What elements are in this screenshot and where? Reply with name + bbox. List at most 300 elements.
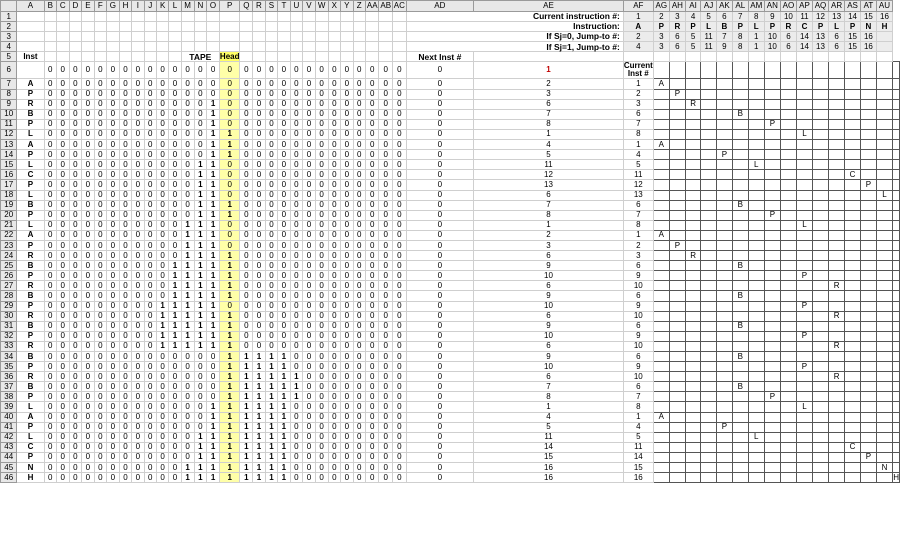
cell[interactable] <box>144 12 156 22</box>
instruction-cell-3-9[interactable]: 6 <box>780 42 796 52</box>
tape-left-20-6[interactable]: 0 <box>119 210 132 220</box>
tape-right-35-1[interactable]: 1 <box>253 362 266 372</box>
tape-left-44-8[interactable]: 0 <box>144 452 156 462</box>
cell[interactable] <box>94 32 106 42</box>
marker-42-36[interactable] <box>716 432 732 442</box>
next-inst-11[interactable]: 8 <box>474 119 624 129</box>
marker-11-35[interactable] <box>701 119 717 129</box>
tape-left-35-1[interactable]: 0 <box>56 362 69 372</box>
tape-right-11-10[interactable]: 0 <box>365 119 379 129</box>
tape-right-11-3[interactable]: 0 <box>278 119 290 129</box>
cell[interactable] <box>253 42 266 52</box>
tape-left-27-8[interactable]: 0 <box>144 281 156 291</box>
current-inst-38[interactable]: 7 <box>623 392 653 402</box>
tape-left-46-10[interactable]: 0 <box>169 473 181 483</box>
tape-left-30-3[interactable]: 0 <box>82 311 94 321</box>
next-inst-39[interactable]: 1 <box>474 402 624 412</box>
tape-right-29-3[interactable]: 0 <box>278 301 290 311</box>
marker-17-34[interactable] <box>685 180 700 190</box>
marker-25-34[interactable] <box>685 261 700 271</box>
instruction-cell-0-5[interactable]: 6 <box>716 12 732 22</box>
marker-26-43[interactable] <box>829 271 845 281</box>
marker-16-42[interactable] <box>812 170 828 180</box>
tape-left-12-13[interactable]: 1 <box>207 129 220 139</box>
cell[interactable] <box>219 42 240 52</box>
tape-right-39-8[interactable]: 0 <box>341 402 353 412</box>
marker-21-40[interactable] <box>780 220 796 230</box>
tape-right-36-1[interactable]: 1 <box>253 372 266 382</box>
tape-left-41-0[interactable]: 0 <box>44 422 56 432</box>
marker-42-38[interactable]: L <box>748 432 764 442</box>
cell[interactable] <box>207 32 220 42</box>
tape-left-45-4[interactable]: 0 <box>94 463 106 473</box>
inst-cell-22[interactable]: A <box>17 230 44 240</box>
current-inst-33[interactable]: 10 <box>623 341 653 351</box>
marker-37-46[interactable] <box>876 382 892 392</box>
marker-37-45[interactable] <box>861 382 877 392</box>
tape-left-34-5[interactable]: 0 <box>107 352 120 362</box>
tape-right-38-13[interactable]: 0 <box>406 392 473 402</box>
tape-right-36-2[interactable]: 1 <box>265 372 277 382</box>
marker-40-32[interactable]: A <box>653 412 669 422</box>
tape-left-46-11[interactable]: 1 <box>181 473 194 483</box>
marker-27-47[interactable] <box>893 281 900 291</box>
marker-36-43[interactable]: R <box>829 372 845 382</box>
marker-6-36[interactable] <box>716 62 732 79</box>
tape-right-34-6[interactable]: 0 <box>315 352 328 362</box>
tape-left-19-9[interactable]: 0 <box>156 200 168 210</box>
tape-left-15-7[interactable]: 0 <box>132 160 144 170</box>
tape-left-11-13[interactable]: 1 <box>207 119 220 129</box>
tape-left-13-13[interactable]: 1 <box>207 140 220 150</box>
inst-cell-46[interactable]: H <box>17 473 44 483</box>
marker-8-41[interactable] <box>797 89 813 99</box>
tape-left-35-4[interactable]: 0 <box>94 362 106 372</box>
tape-head-35[interactable]: 1 <box>219 362 240 372</box>
marker-12-38[interactable] <box>748 129 764 139</box>
tape-left-44-4[interactable]: 0 <box>94 452 106 462</box>
tape-right-41-8[interactable]: 0 <box>341 422 353 432</box>
tape-left-43-12[interactable]: 1 <box>194 442 207 452</box>
tape-right-15-10[interactable]: 0 <box>365 160 379 170</box>
tape-head-12[interactable]: 1 <box>219 129 240 139</box>
marker-10-44[interactable] <box>845 109 861 119</box>
tape-right-32-2[interactable]: 0 <box>265 331 277 341</box>
tape-left-27-9[interactable]: 0 <box>156 281 168 291</box>
tape-right-40-5[interactable]: 0 <box>303 412 315 422</box>
tape-head-20[interactable]: 1 <box>219 210 240 220</box>
next-inst-26[interactable]: 10 <box>474 271 624 281</box>
tape-left-26-7[interactable]: 0 <box>132 271 144 281</box>
marker-17-46[interactable] <box>876 180 892 190</box>
marker-11-39[interactable]: P <box>764 119 780 129</box>
tape-right-12-8[interactable]: 0 <box>341 129 353 139</box>
tape-right-21-3[interactable]: 0 <box>278 220 290 230</box>
tape-head-25[interactable]: 1 <box>219 261 240 271</box>
row-header-30[interactable]: 30 <box>1 311 17 321</box>
tape-right-41-11[interactable]: 0 <box>379 422 393 432</box>
marker-21-47[interactable] <box>893 220 900 230</box>
instruction-cell-3-3[interactable]: 5 <box>685 42 700 52</box>
tape-right-22-13[interactable]: 0 <box>406 230 473 240</box>
cell[interactable] <box>207 22 220 32</box>
marker-35-47[interactable] <box>893 362 900 372</box>
tape-right-33-0[interactable]: 0 <box>240 341 253 351</box>
marker-15-35[interactable] <box>701 160 717 170</box>
marker-39-38[interactable] <box>748 402 764 412</box>
instruction-cell-2-2[interactable]: 6 <box>669 32 685 42</box>
marker-42-46[interactable] <box>876 432 892 442</box>
tape-left-20-8[interactable]: 0 <box>144 210 156 220</box>
tape-left-41-9[interactable]: 0 <box>156 422 168 432</box>
cell[interactable] <box>119 42 132 52</box>
tape-right-29-6[interactable]: 0 <box>315 301 328 311</box>
marker-18-32[interactable] <box>653 190 669 200</box>
marker-7-47[interactable] <box>893 79 900 89</box>
marker-41-41[interactable] <box>797 422 813 432</box>
tape-right-6-11[interactable]: 0 <box>379 62 393 79</box>
column-header-J[interactable]: J <box>144 1 156 12</box>
tape-left-17-6[interactable]: 0 <box>119 180 132 190</box>
tape-left-18-7[interactable]: 0 <box>132 190 144 200</box>
cell[interactable] <box>265 12 277 22</box>
tape-left-23-5[interactable]: 0 <box>107 240 120 250</box>
tape-right-30-12[interactable]: 0 <box>393 311 407 321</box>
tape-left-20-4[interactable]: 0 <box>94 210 106 220</box>
column-header-I[interactable]: I <box>132 1 144 12</box>
tape-left-20-12[interactable]: 1 <box>194 210 207 220</box>
next-inst-46[interactable]: 16 <box>474 473 624 483</box>
tape-left-32-10[interactable]: 1 <box>169 331 181 341</box>
tape-right-37-11[interactable]: 0 <box>379 382 393 392</box>
tape-left-17-8[interactable]: 0 <box>144 180 156 190</box>
next-inst-43[interactable]: 14 <box>474 442 624 452</box>
tape-right-32-13[interactable]: 0 <box>406 331 473 341</box>
tape-left-39-1[interactable]: 0 <box>56 402 69 412</box>
marker-13-42[interactable] <box>812 140 828 150</box>
cell[interactable] <box>353 52 365 62</box>
marker-20-35[interactable] <box>701 210 717 220</box>
tape-left-44-0[interactable]: 0 <box>44 452 56 462</box>
tape-left-9-7[interactable]: 0 <box>132 99 144 109</box>
marker-15-39[interactable] <box>764 160 780 170</box>
column-header-N[interactable]: N <box>194 1 207 12</box>
tape-left-12-9[interactable]: 0 <box>156 129 168 139</box>
tape-left-10-2[interactable]: 0 <box>69 109 82 119</box>
marker-13-46[interactable] <box>876 140 892 150</box>
cell[interactable] <box>144 22 156 32</box>
cell[interactable] <box>303 22 315 32</box>
instruction-cell-3-4[interactable]: 11 <box>701 42 717 52</box>
tape-right-8-2[interactable]: 0 <box>265 89 277 99</box>
cell[interactable] <box>393 22 407 32</box>
tape-right-20-4[interactable]: 0 <box>290 210 303 220</box>
tape-right-27-9[interactable]: 0 <box>353 281 365 291</box>
marker-34-41[interactable] <box>797 352 813 362</box>
tape-right-45-9[interactable]: 0 <box>353 463 365 473</box>
column-header-AI[interactable]: AI <box>685 1 700 12</box>
marker-16-44[interactable]: C <box>845 170 861 180</box>
column-header-O[interactable]: O <box>207 1 220 12</box>
tape-left-24-2[interactable]: 0 <box>69 251 82 261</box>
tape-left-33-5[interactable]: 0 <box>107 341 120 351</box>
tape-left-21-11[interactable]: 1 <box>181 220 194 230</box>
tape-right-13-1[interactable]: 0 <box>253 140 266 150</box>
tape-right-9-8[interactable]: 0 <box>341 99 353 109</box>
marker-34-34[interactable] <box>685 352 700 362</box>
marker-31-37[interactable]: B <box>732 321 748 331</box>
tape-right-45-8[interactable]: 0 <box>341 463 353 473</box>
tape-left-30-13[interactable]: 1 <box>207 311 220 321</box>
tape-right-44-1[interactable]: 1 <box>253 452 266 462</box>
tape-left-27-4[interactable]: 0 <box>94 281 106 291</box>
cell[interactable] <box>194 22 207 32</box>
tape-right-6-1[interactable]: 0 <box>253 62 266 79</box>
marker-15-46[interactable] <box>876 160 892 170</box>
tape-right-46-5[interactable]: 0 <box>303 473 315 483</box>
tape-left-7-2[interactable]: 0 <box>69 79 82 89</box>
tape-left-7-4[interactable]: 0 <box>94 79 106 89</box>
tape-left-25-11[interactable]: 1 <box>181 261 194 271</box>
tape-left-38-12[interactable]: 0 <box>194 392 207 402</box>
tape-left-45-8[interactable]: 0 <box>144 463 156 473</box>
tape-right-27-13[interactable]: 0 <box>406 281 473 291</box>
tape-right-38-12[interactable]: 0 <box>393 392 407 402</box>
tape-right-24-5[interactable]: 0 <box>303 251 315 261</box>
tape-right-15-12[interactable]: 0 <box>393 160 407 170</box>
tape-right-11-6[interactable]: 0 <box>315 119 328 129</box>
tape-right-6-0[interactable]: 0 <box>240 62 253 79</box>
tape-left-7-13[interactable]: 0 <box>207 79 220 89</box>
row-header-42[interactable]: 42 <box>1 432 17 442</box>
inst-cell-9[interactable]: R <box>17 99 44 109</box>
tape-right-23-0[interactable]: 0 <box>240 240 253 250</box>
marker-20-42[interactable] <box>812 210 828 220</box>
current-inst-36[interactable]: 10 <box>623 372 653 382</box>
tape-right-9-0[interactable]: 0 <box>240 99 253 109</box>
tape-left-17-9[interactable]: 0 <box>156 180 168 190</box>
tape-left-37-10[interactable]: 0 <box>169 382 181 392</box>
marker-33-33[interactable] <box>669 341 685 351</box>
tape-left-37-7[interactable]: 0 <box>132 382 144 392</box>
marker-7-42[interactable] <box>812 79 828 89</box>
marker-13-44[interactable] <box>845 140 861 150</box>
marker-11-36[interactable] <box>716 119 732 129</box>
tape-left-34-1[interactable]: 0 <box>56 352 69 362</box>
cell[interactable] <box>144 32 156 42</box>
tape-right-41-6[interactable]: 0 <box>315 422 328 432</box>
tape-left-25-12[interactable]: 1 <box>194 261 207 271</box>
marker-16-47[interactable] <box>893 170 900 180</box>
marker-46-44[interactable] <box>845 473 861 483</box>
marker-23-37[interactable] <box>732 240 748 250</box>
marker-24-42[interactable] <box>812 251 828 261</box>
tape-right-46-10[interactable]: 0 <box>365 473 379 483</box>
tape-right-33-13[interactable]: 0 <box>406 341 473 351</box>
tape-left-6-11[interactable]: 0 <box>181 62 194 79</box>
tape-right-22-5[interactable]: 0 <box>303 230 315 240</box>
tape-right-44-13[interactable]: 0 <box>406 452 473 462</box>
tape-left-39-10[interactable]: 0 <box>169 402 181 412</box>
tape-right-13-11[interactable]: 0 <box>379 140 393 150</box>
tape-left-29-3[interactable]: 0 <box>82 301 94 311</box>
cell[interactable] <box>119 32 132 42</box>
marker-10-36[interactable] <box>716 109 732 119</box>
marker-21-38[interactable] <box>748 220 764 230</box>
tape-right-28-11[interactable]: 0 <box>379 291 393 301</box>
marker-22-38[interactable] <box>748 230 764 240</box>
tape-left-7-5[interactable]: 0 <box>107 79 120 89</box>
current-inst-25[interactable]: 6 <box>623 261 653 271</box>
tape-left-33-7[interactable]: 0 <box>132 341 144 351</box>
cell[interactable] <box>17 22 44 32</box>
instruction-cell-0-6[interactable]: 7 <box>732 12 748 22</box>
marker-13-32[interactable]: A <box>653 140 669 150</box>
cell[interactable] <box>240 42 253 52</box>
marker-29-40[interactable] <box>780 301 796 311</box>
current-inst-12[interactable]: 8 <box>623 129 653 139</box>
tape-left-14-6[interactable]: 0 <box>119 150 132 160</box>
inst-cell-36[interactable]: R <box>17 372 44 382</box>
next-inst-30[interactable]: 6 <box>474 311 624 321</box>
tape-right-34-5[interactable]: 0 <box>303 352 315 362</box>
marker-12-35[interactable] <box>701 129 717 139</box>
tape-right-15-3[interactable]: 0 <box>278 160 290 170</box>
tape-left-33-10[interactable]: 1 <box>169 341 181 351</box>
tape-left-20-10[interactable]: 0 <box>169 210 181 220</box>
tape-right-40-12[interactable]: 0 <box>393 412 407 422</box>
marker-10-32[interactable] <box>653 109 669 119</box>
tape-right-8-1[interactable]: 0 <box>253 89 266 99</box>
tape-right-22-12[interactable]: 0 <box>393 230 407 240</box>
inst-cell-13[interactable]: A <box>17 140 44 150</box>
marker-45-34[interactable] <box>685 463 700 473</box>
tape-left-23-4[interactable]: 0 <box>94 240 106 250</box>
tape-left-32-1[interactable]: 0 <box>56 331 69 341</box>
marker-31-45[interactable] <box>861 321 877 331</box>
tape-right-43-6[interactable]: 0 <box>315 442 328 452</box>
tape-right-19-13[interactable]: 0 <box>406 200 473 210</box>
tape-left-34-8[interactable]: 0 <box>144 352 156 362</box>
cell[interactable] <box>812 52 828 62</box>
marker-29-33[interactable] <box>669 301 685 311</box>
inst-cell-21[interactable]: L <box>17 220 44 230</box>
instruction-cell-0-15[interactable]: 16 <box>876 12 892 22</box>
marker-32-35[interactable] <box>701 331 717 341</box>
tape-right-7-10[interactable]: 0 <box>365 79 379 89</box>
next-inst-9[interactable]: 6 <box>474 99 624 109</box>
tape-head-10[interactable]: 0 <box>219 109 240 119</box>
tape-right-12-11[interactable]: 0 <box>379 129 393 139</box>
marker-18-47[interactable] <box>893 190 900 200</box>
tape-left-10-3[interactable]: 0 <box>82 109 94 119</box>
tape-left-6-8[interactable]: 0 <box>144 62 156 79</box>
tape-left-37-5[interactable]: 0 <box>107 382 120 392</box>
tape-right-18-12[interactable]: 0 <box>393 190 407 200</box>
marker-12-33[interactable] <box>669 129 685 139</box>
tape-right-23-2[interactable]: 0 <box>265 240 277 250</box>
marker-6-33[interactable] <box>669 62 685 79</box>
tape-right-40-6[interactable]: 0 <box>315 412 328 422</box>
tape-left-20-1[interactable]: 0 <box>56 210 69 220</box>
marker-23-41[interactable] <box>797 240 813 250</box>
marker-37-35[interactable] <box>701 382 717 392</box>
tape-left-8-13[interactable]: 0 <box>207 89 220 99</box>
marker-46-46[interactable] <box>876 473 892 483</box>
marker-7-46[interactable] <box>876 79 892 89</box>
marker-7-32[interactable]: A <box>653 79 669 89</box>
tape-left-13-5[interactable]: 0 <box>107 140 120 150</box>
tape-head-11[interactable]: 0 <box>219 119 240 129</box>
marker-33-43[interactable]: R <box>829 341 845 351</box>
marker-45-32[interactable] <box>653 463 669 473</box>
tape-right-45-5[interactable]: 0 <box>303 463 315 473</box>
tape-right-8-0[interactable]: 0 <box>240 89 253 99</box>
marker-40-33[interactable] <box>669 412 685 422</box>
marker-30-36[interactable] <box>716 311 732 321</box>
tape-right-26-1[interactable]: 0 <box>253 271 266 281</box>
tape-left-25-13[interactable]: 1 <box>207 261 220 271</box>
marker-45-42[interactable] <box>812 463 828 473</box>
cell[interactable] <box>315 42 328 52</box>
marker-15-33[interactable] <box>669 160 685 170</box>
tape-left-15-6[interactable]: 0 <box>119 160 132 170</box>
cell[interactable] <box>290 32 303 42</box>
tape-left-33-9[interactable]: 1 <box>156 341 168 351</box>
marker-42-40[interactable] <box>780 432 796 442</box>
tape-left-42-10[interactable]: 0 <box>169 432 181 442</box>
tape-left-31-8[interactable]: 0 <box>144 321 156 331</box>
tape-right-19-5[interactable]: 0 <box>303 200 315 210</box>
marker-30-46[interactable] <box>876 311 892 321</box>
marker-34-44[interactable] <box>845 352 861 362</box>
tape-right-33-3[interactable]: 0 <box>278 341 290 351</box>
marker-19-47[interactable] <box>893 200 900 210</box>
column-header-AL[interactable]: AL <box>732 1 748 12</box>
cell[interactable] <box>156 12 168 22</box>
tape-right-34-8[interactable]: 0 <box>341 352 353 362</box>
cell[interactable] <box>119 22 132 32</box>
current-inst-46[interactable]: 16 <box>623 473 653 483</box>
marker-18-46[interactable]: L <box>876 190 892 200</box>
tape-right-14-10[interactable]: 0 <box>365 150 379 160</box>
marker-29-41[interactable]: P <box>797 301 813 311</box>
marker-23-36[interactable] <box>716 240 732 250</box>
tape-left-45-1[interactable]: 0 <box>56 463 69 473</box>
marker-30-35[interactable] <box>701 311 717 321</box>
tape-left-12-11[interactable]: 0 <box>181 129 194 139</box>
tape-left-35-12[interactable]: 0 <box>194 362 207 372</box>
tape-left-46-0[interactable]: 0 <box>44 473 56 483</box>
inst-cell-29[interactable]: P <box>17 301 44 311</box>
marker-27-39[interactable] <box>764 281 780 291</box>
marker-26-35[interactable] <box>701 271 717 281</box>
tape-right-34-0[interactable]: 1 <box>240 352 253 362</box>
marker-15-47[interactable] <box>893 160 900 170</box>
tape-left-36-2[interactable]: 0 <box>69 372 82 382</box>
marker-30-41[interactable] <box>797 311 813 321</box>
instruction-cell-3-15[interactable] <box>876 42 892 52</box>
marker-38-32[interactable] <box>653 392 669 402</box>
tape-left-38-13[interactable]: 0 <box>207 392 220 402</box>
tape-left-27-11[interactable]: 1 <box>181 281 194 291</box>
tape-right-24-9[interactable]: 0 <box>353 251 365 261</box>
tape-left-35-8[interactable]: 0 <box>144 362 156 372</box>
tape-right-14-8[interactable]: 0 <box>341 150 353 160</box>
tape-left-28-7[interactable]: 0 <box>132 291 144 301</box>
marker-20-43[interactable] <box>829 210 845 220</box>
tape-right-10-13[interactable]: 0 <box>406 109 473 119</box>
